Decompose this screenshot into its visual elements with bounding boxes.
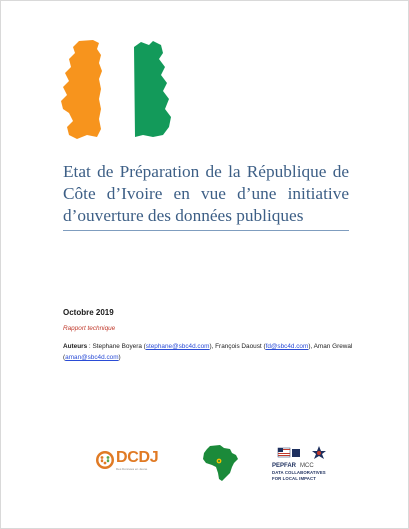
dcdj-logo xyxy=(95,449,165,473)
author-1-name: Stephane Boyera ( xyxy=(92,343,146,350)
dcdj-wordmark: DCDJ xyxy=(116,449,159,466)
authors-label: Auteurs xyxy=(63,343,88,350)
pepfar-wordmark: PEPFAR xyxy=(272,463,297,469)
author-3-email-link[interactable]: aman@sbc4d.com xyxy=(65,354,119,361)
authors-line xyxy=(63,341,363,363)
author-3-name: Aman Grewal ( xyxy=(63,343,353,361)
publication-date: Octobre 2019 xyxy=(63,308,114,317)
pepfar-tagline-2: FOR LOCAL IMPACT xyxy=(272,476,316,481)
report-type: Rapport technique xyxy=(63,325,116,332)
pepfar-mcc-logo xyxy=(272,445,344,481)
dcdj-subtitle: Des Données en Jeune xyxy=(116,467,148,471)
cote-divoire-flag-map xyxy=(57,39,189,143)
map-orange-section xyxy=(61,40,102,139)
pepfar-mcc-row xyxy=(272,463,344,469)
author-1-email-link[interactable]: stephane@sbc4d.com xyxy=(145,343,210,350)
title-line-1: Etat de Préparation de la République de xyxy=(63,162,349,181)
dcdj-people-icon xyxy=(95,450,115,470)
document-title xyxy=(63,161,349,231)
mcc-wordmark: MCC xyxy=(300,463,314,469)
authors-separator: : xyxy=(87,343,93,350)
map-white-section xyxy=(103,43,131,135)
author-2-email-link[interactable]: fd@sbc4d.com xyxy=(265,343,309,350)
author-2-name: François Daoust ( xyxy=(215,343,266,350)
author-1-close: ), xyxy=(209,343,216,350)
title-line-2: Côte d’Ivoire en vue d’une initiative xyxy=(63,184,349,203)
title-divider xyxy=(63,230,349,231)
title-line-3: d’ouverture des données publiques xyxy=(63,206,304,225)
pepfar-tagline-1: DATA COLLABORATIVES xyxy=(272,470,326,475)
map-green-section xyxy=(134,41,171,137)
author-2-close: ), xyxy=(308,343,314,350)
author-3-close: ) xyxy=(118,354,121,361)
flag-star-icon xyxy=(272,445,344,461)
africa-map-logo xyxy=(200,443,240,483)
